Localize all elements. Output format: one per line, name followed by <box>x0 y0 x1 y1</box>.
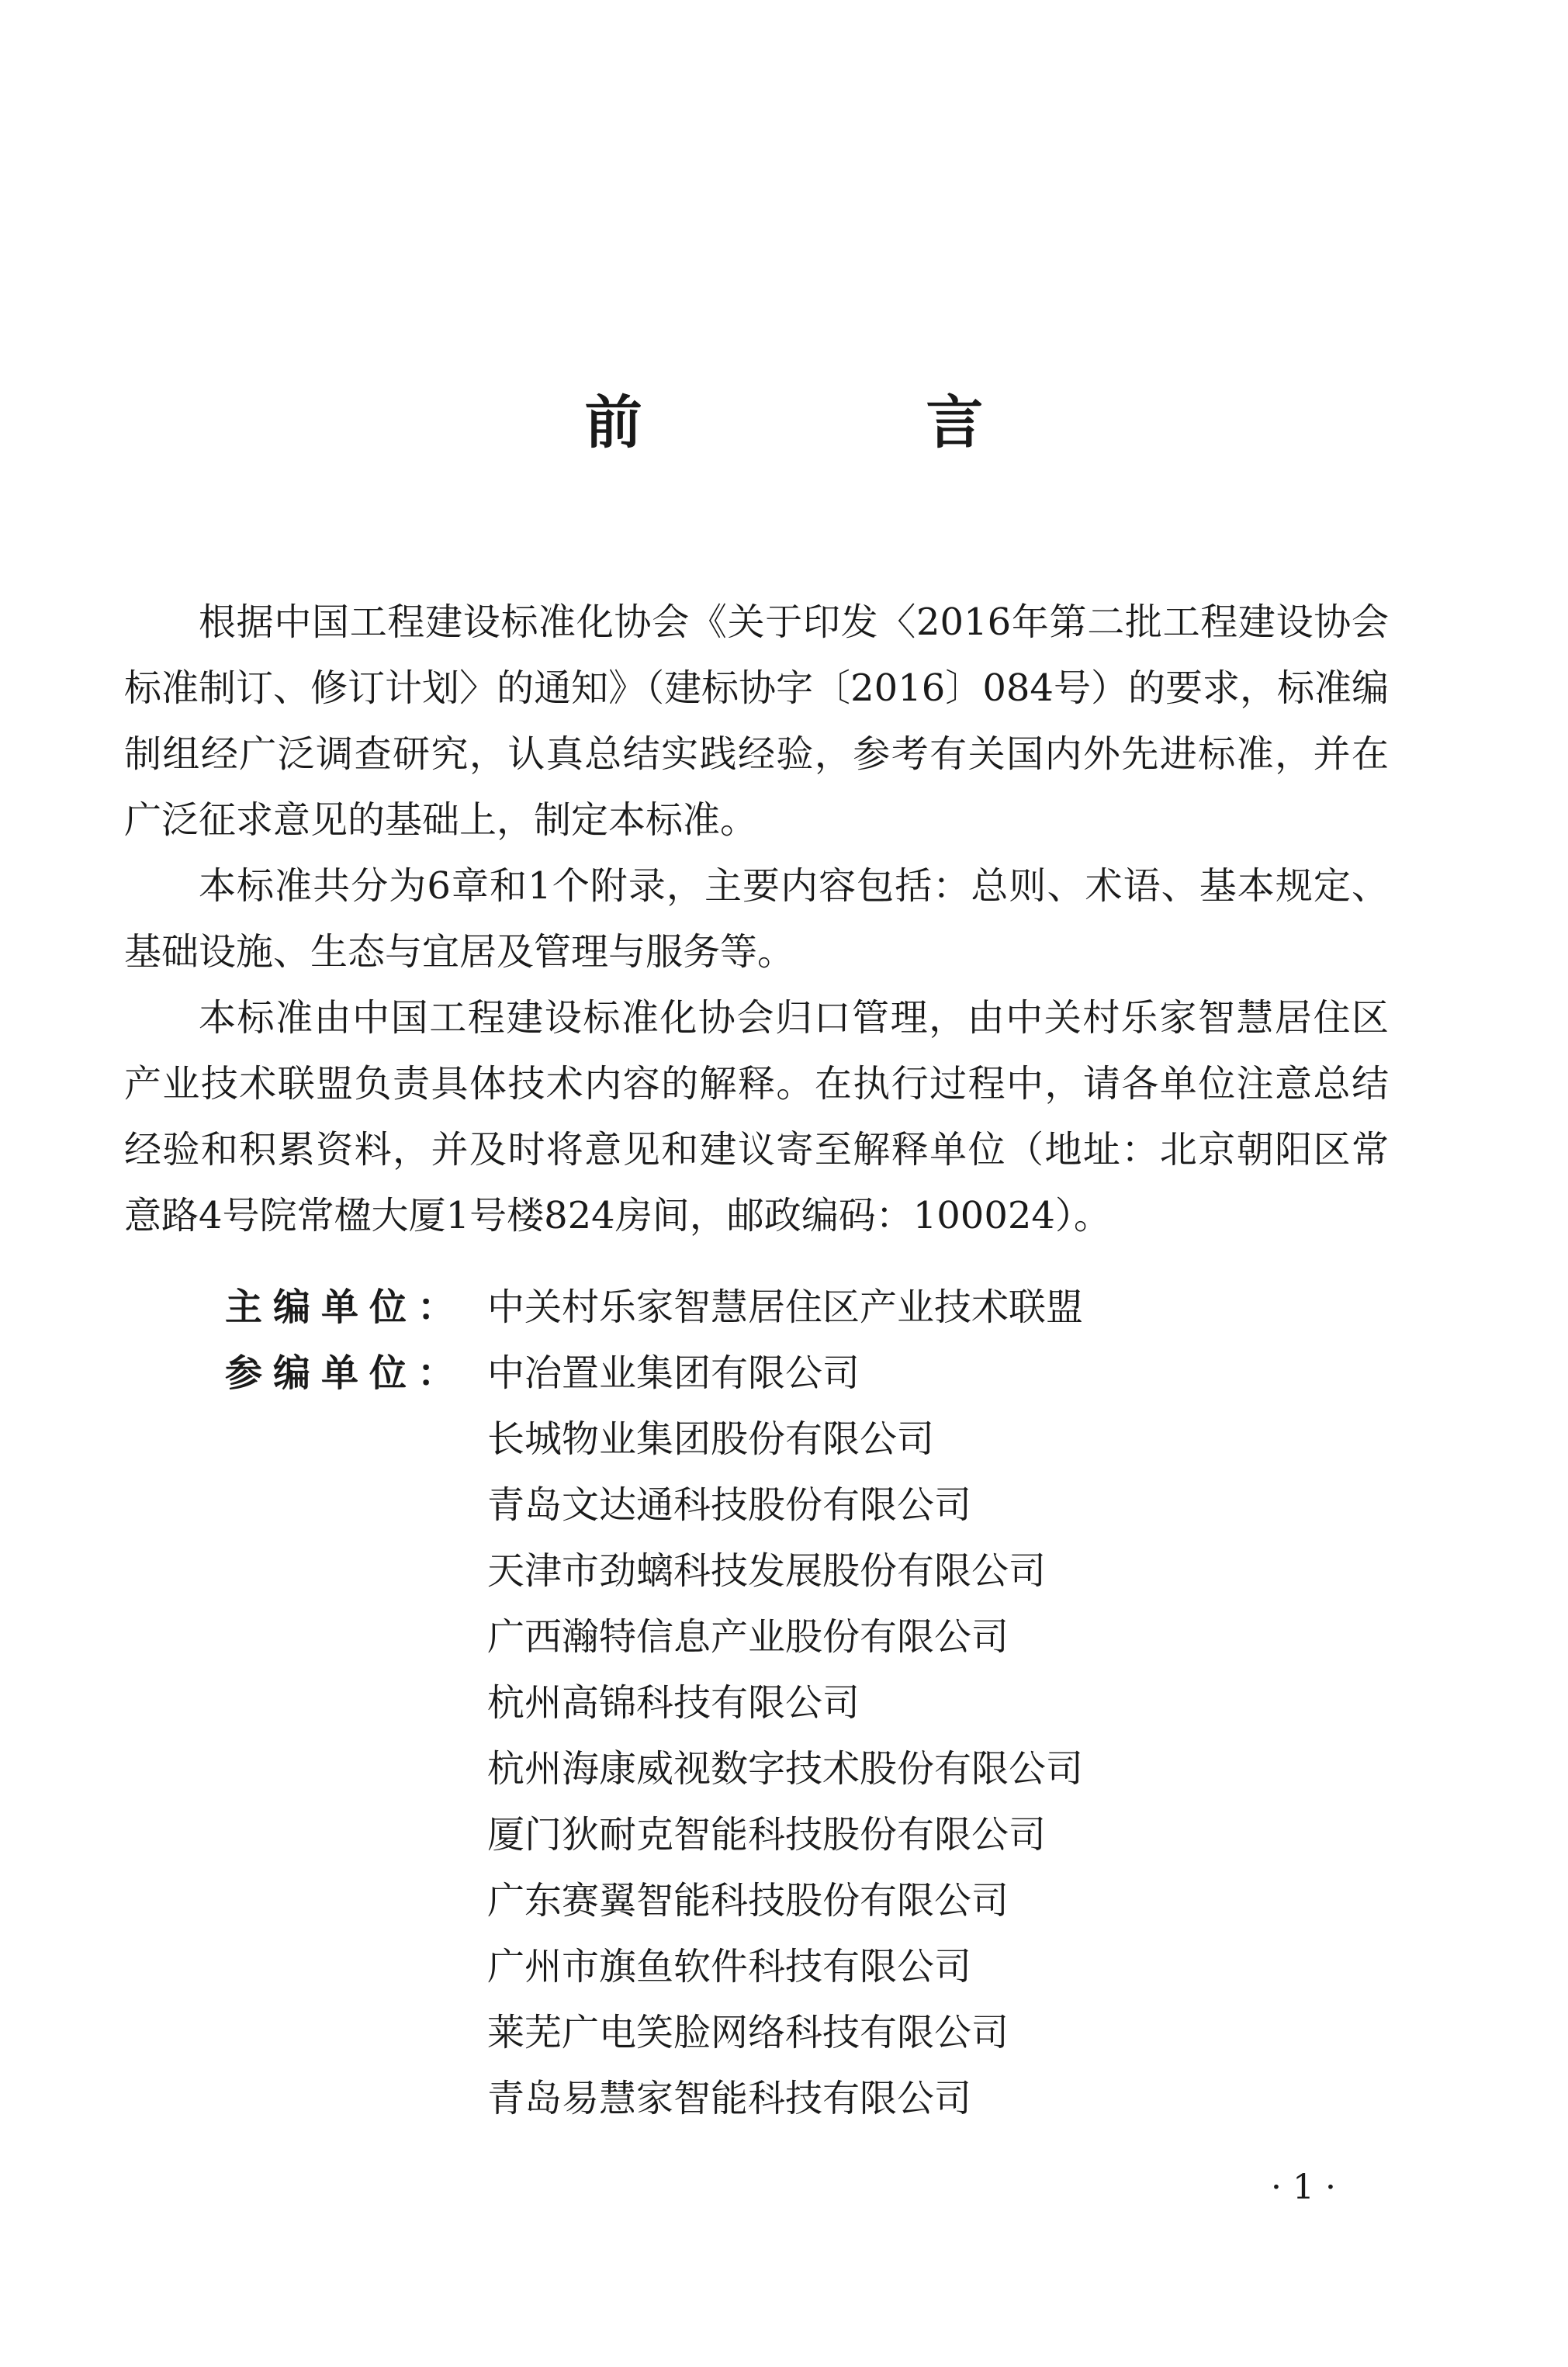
participants-label: 参编单位： <box>225 1351 455 1395</box>
participant-unit: 长城物业集团股份有限公司 <box>487 1417 935 1461</box>
paragraph-3: 本标准由中国工程建设标准化协会归口管理，由中关村乐家智慧居住区产业技术联盟负责具体技术内容的解释。在执行过程中，请各单位注意总结经验和积累资料，并及时将意见和建议寄至解释单位（地址：北京朝阳区常意路4号院常楹大厦1号楼824房间，邮政编码：100024）。 <box>124 996 1389 1237</box>
participant-unit: 广州市旗鱼软件科技有限公司 <box>487 1945 972 1988</box>
participant-unit: 莱芜广电笑脸网络科技有限公司 <box>487 2011 1009 2054</box>
participant-unit: 杭州海康威视数字技术股份有限公司 <box>487 1747 1084 1791</box>
participant-unit: 青岛易慧家智能科技有限公司 <box>487 2077 972 2120</box>
paragraph-1: 根据中国工程建设标准化协会《关于印发〈2016年第二批工程建设协会标准制订、修订计划〉的通知》（建标协字〔2016〕084号）的要求，标准编制组经广泛调查研究，认真总结实践经验，参考有关国内外先进标准，并在广泛征求意见的基础上，制定本标准。 <box>124 600 1389 842</box>
drafting-units <box>225 1275 1083 2132</box>
participant-unit: 厦门狄耐克智能科技股份有限公司 <box>487 1813 1047 1857</box>
chief-editor-unit: 中关村乐家智慧居住区产业技术联盟 <box>487 1286 1084 1329</box>
participant-unit: 杭州高锦科技有限公司 <box>487 1681 860 1725</box>
chief-editor-row <box>225 1275 1083 1341</box>
page-number: · 1 · <box>1271 2168 1336 2207</box>
chief-editor-label: 主编单位： <box>225 1286 455 1329</box>
participant-unit: 广东赛翼智能科技股份有限公司 <box>487 1879 1009 1922</box>
participant-unit: 中冶置业集团有限公司 <box>487 1351 860 1395</box>
participant-unit: 青岛文达通科技股份有限公司 <box>487 1483 972 1527</box>
page-title: 前 言 <box>584 389 1116 456</box>
participants-list <box>487 1341 1083 2132</box>
participant-unit: 广西瀚特信息产业股份有限公司 <box>487 1615 1009 1659</box>
chief-editor-list <box>487 1275 1083 1341</box>
paragraph-2: 本标准共分为6章和1个附录，主要内容包括：总则、术语、基本规定、基础设施、生态与宜居及管理与服务等。 <box>124 864 1389 974</box>
preface-body <box>124 590 1389 1249</box>
participant-unit: 天津市劲螭科技发展股份有限公司 <box>487 1549 1047 1593</box>
participants-row <box>225 1341 1083 2132</box>
